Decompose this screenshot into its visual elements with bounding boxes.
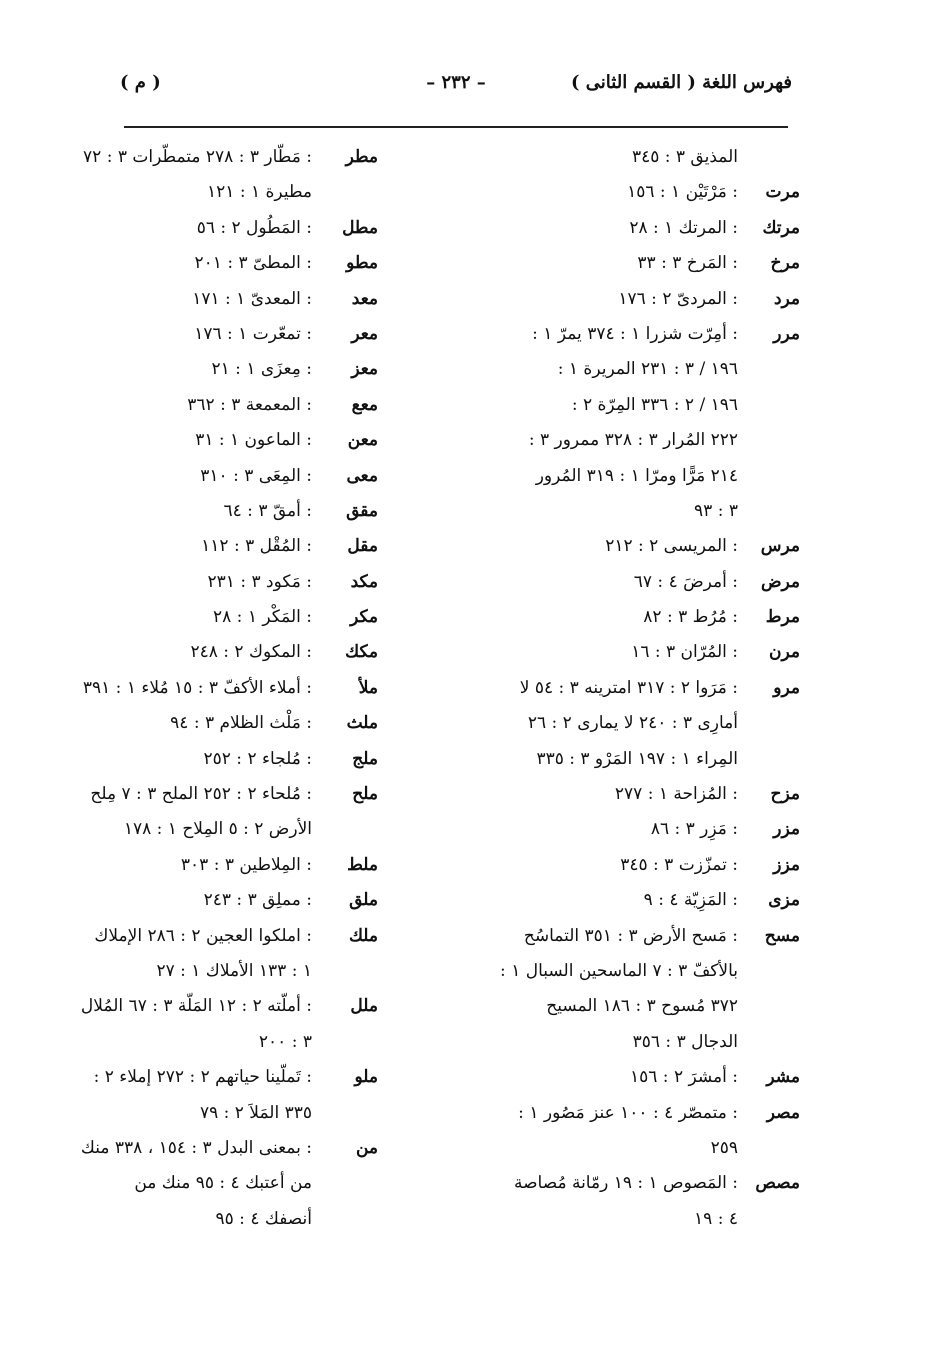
entry-root: مكك	[345, 642, 378, 663]
index-entry	[128, 1025, 378, 1060]
entry-text: المِراء ١ : ١٩٧ المَرْو ٣ : ٣٣٥	[536, 748, 738, 769]
entry-text: : أمِرّت شزرا ١ : ٣٧٤ يمرّ ١ :	[532, 323, 738, 344]
entry-text: ٢٢٢ المُرار ٣ : ٣٢٨ ممرور ٣ :	[528, 430, 738, 451]
index-entry	[500, 954, 800, 989]
entry-text: : المكوك ٢ : ٢٤٨	[190, 642, 312, 663]
entry-text: : أمرضَ ٤ : ٦٧	[633, 571, 738, 592]
entry-text: : المَرخ ٣ : ٣٣	[637, 253, 738, 274]
index-entry	[500, 211, 800, 246]
index-entry	[500, 1060, 800, 1095]
entry-root: مرط	[765, 607, 800, 628]
entry-text: : أملاء الأكفّ ٣ : ١٥ مُلاء ١ : ٣٩١	[82, 677, 312, 698]
entry-root: ملل	[350, 996, 378, 1017]
entry-root: مقق	[346, 500, 378, 521]
index-entry	[128, 565, 378, 600]
entry-root: ملأ	[358, 677, 378, 698]
entry-text: من أعتبك ٤ : ٩٥ منك من	[134, 1173, 312, 1194]
index-entry	[128, 459, 378, 494]
entry-text: : المرتك ١ : ٢٨	[629, 217, 738, 238]
entry-root: مطل	[342, 217, 378, 238]
index-entry	[500, 1096, 800, 1131]
entry-root: مرض	[760, 571, 800, 592]
entry-text: : املكوا العجين ٢ : ٢٨٦ الإملاك	[94, 925, 312, 946]
index-entry	[500, 919, 800, 954]
entry-root: من	[355, 1137, 378, 1158]
index-entry	[500, 1202, 800, 1237]
entry-text: ٢٥٩	[710, 1137, 738, 1158]
page-header	[120, 72, 792, 108]
index-entry	[123, 812, 378, 847]
entry-root: معى	[346, 465, 378, 486]
index-entry	[128, 600, 378, 635]
entry-root: مطو	[346, 253, 378, 274]
index-entry	[80, 989, 378, 1024]
entry-text: : مَلْث الظلام ٣ : ٩٤	[170, 713, 312, 734]
entry-text: ١٩٦ / ٣ : ٢٣١ المريرة ١ :	[557, 359, 738, 380]
index-entry	[500, 494, 800, 529]
entry-root: مزز	[773, 854, 800, 875]
index-entry	[500, 388, 800, 423]
index-entry	[500, 1025, 800, 1060]
entry-text: : المريسى ٢ : ٢١٢	[605, 536, 738, 557]
index-entry	[500, 777, 800, 812]
index-entry	[128, 388, 378, 423]
entry-text: : المُزاحة ١ : ٢٧٧	[614, 784, 738, 805]
entry-text: : المَطُول ٢ : ٥٦	[196, 217, 312, 238]
entry-text: : الماعون ١ : ٣١	[195, 430, 312, 451]
entry-root: معد	[351, 288, 378, 309]
entry-text: : المطىّ ٣ : ٢٠١	[194, 253, 312, 274]
index-entry	[128, 494, 378, 529]
index-entry	[500, 742, 800, 777]
index-entry	[94, 919, 378, 954]
index-entry	[128, 635, 378, 670]
index-entry	[500, 423, 800, 458]
index-column-right	[500, 140, 800, 1237]
index-entry	[128, 246, 378, 281]
index-entry	[500, 175, 800, 210]
index-entry	[500, 529, 800, 564]
index-entry	[500, 352, 800, 387]
index-entry	[128, 1202, 378, 1237]
entry-root: معع	[351, 394, 378, 415]
entry-text: : المردىّ ٢ : ١٧٦	[618, 288, 738, 309]
entry-root: مرر	[773, 323, 800, 344]
index-entry	[128, 883, 378, 918]
entry-root: ملث	[346, 713, 378, 734]
index-entry	[128, 529, 378, 564]
entry-text: : متمصّر ٤ : ١٠٠ عنز مَصُور ١ :	[518, 1102, 738, 1123]
index-entry	[500, 1131, 800, 1166]
index-entry	[128, 282, 378, 317]
entry-root: مرت	[765, 182, 800, 203]
entry-text: مطيرة ١ : ١٢١	[207, 182, 312, 203]
entry-text: : مَرَوا ٢ : ٣١٧ امترينه ٣ : ٥٤ لا	[519, 677, 738, 698]
entry-text: بالأكفّ ٣ : ٧ الماسحين السبال ١ :	[500, 960, 738, 981]
header-rule	[124, 126, 788, 128]
index-entry	[128, 423, 378, 458]
entry-text: : مملِق ٣ : ٢٤٣	[203, 890, 312, 911]
entry-root: ملج	[352, 748, 378, 769]
index-entry	[500, 317, 800, 352]
entry-text: ١ : ١٣٣ الأملاك ١ : ٢٧	[156, 960, 312, 981]
entry-root: مكد	[350, 571, 378, 592]
entry-text: : المِلاطين ٣ : ٣٠٣	[180, 854, 312, 875]
entry-text: : أملّته ٢ : ١٢ المَلّة ٣ : ٦٧ المُلال	[80, 996, 312, 1017]
entry-text: : المُقْل ٣ : ١١٢	[201, 536, 312, 557]
entry-text: ١٩٦ / ٢ : ٣٣٦ المِرّة ٢ :	[571, 394, 738, 415]
entry-root: مزر	[773, 819, 800, 840]
entry-root: مكر	[350, 607, 378, 628]
entry-root: مرن	[769, 642, 800, 663]
entry-text: : مِعزَى ١ : ٢١	[211, 359, 312, 380]
entry-text: : مَزِر ٣ : ٨٦	[650, 819, 738, 840]
index-entry	[500, 600, 800, 635]
entry-text: ٣٣٥ المَلاَ ٢ : ٧٩	[199, 1102, 312, 1123]
index-entry	[500, 1166, 800, 1201]
entry-text: أنصفك ٤ : ٩٥	[215, 1208, 312, 1229]
index-entry	[500, 812, 800, 847]
page-number: – ٢٣٢ –	[426, 72, 486, 93]
entry-text: : مَكود ٣ : ٢٣١	[207, 571, 312, 592]
index-entry	[128, 352, 378, 387]
entry-text: : مُلجاء ٢ : ٢٥٢	[203, 748, 312, 769]
entry-text: أمارِى ٣ : ٢٤٠ لا يمارى ٢ : ٢٦	[527, 713, 738, 734]
entry-root: ملط	[347, 854, 378, 875]
entry-text: : مَسح الأرض ٣ : ٣٥١ التماسُح	[523, 925, 738, 946]
entry-root: معن	[347, 430, 378, 451]
index-entry	[80, 1131, 378, 1166]
index-entry	[128, 706, 378, 741]
entry-root: مشر	[766, 1067, 800, 1088]
entry-text: ٣ : ٢٠٠	[258, 1031, 312, 1052]
index-entry	[128, 175, 378, 210]
entry-text: ٣ : ٩٣	[694, 500, 738, 521]
entry-root: مرو	[773, 677, 800, 698]
entry-root: ملك	[348, 925, 378, 946]
entry-root: ملق	[349, 890, 378, 911]
entry-text: : مَطّار ٣ : ٢٧٨ متمطّرات ٣ : ٧٢	[83, 147, 312, 167]
entry-text: : المعمعة ٣ : ٣٦٢	[187, 394, 312, 415]
entry-text: : تمعّرت ١ : ١٧٦	[194, 323, 312, 344]
index-entry	[500, 706, 800, 741]
page-header-title: فهرس اللغة ( القسم الثانى )	[571, 72, 792, 93]
index-entry	[128, 742, 378, 777]
entry-text: ٤ : ١٩	[694, 1208, 738, 1229]
index-entry	[128, 1096, 378, 1131]
index-entry	[500, 459, 800, 494]
entry-text: : بمعنى البدل ٣ : ١٥٤ ، ٣٣٨ منك	[80, 1137, 312, 1158]
entry-root: ملح	[352, 784, 378, 805]
entry-text: : مَرْتَيْن ١ : ١٥٦	[627, 182, 738, 203]
entry-root: مطر	[345, 147, 378, 167]
entry-root: مزح	[770, 784, 800, 805]
entry-text: : المُرّان ٣ : ١٦	[631, 642, 738, 663]
index-entry	[83, 140, 378, 175]
entry-text: المذيق ٣ : ٣٤٥	[631, 147, 738, 167]
entry-root: مزى	[768, 890, 800, 911]
entry-text: : المَكْر ١ : ٢٨	[213, 607, 312, 628]
entry-text: : المَصوص ١ : ١٩ رمّانة مُصاصة	[513, 1173, 738, 1194]
index-entry	[128, 954, 378, 989]
entry-text: : أمشرَ ٢ : ١٥٦	[629, 1067, 738, 1088]
index-entry	[500, 848, 800, 883]
entry-text: : المَزِيّة ٤ : ٩	[643, 890, 738, 911]
entry-text: الأرض ٢ : ٥ المِلاح ١ : ١٧٨	[123, 819, 312, 840]
index-entry	[500, 140, 800, 175]
entry-root: معز	[351, 359, 378, 380]
entry-text: : المعدىّ ١ : ١٧١	[192, 288, 312, 309]
index-entry	[82, 671, 378, 706]
index-entry	[90, 777, 378, 812]
entry-root: مسح	[764, 925, 800, 946]
entry-text: ٣٧٢ مُسوح ٣ : ١٨٦ المسيح	[546, 996, 738, 1017]
index-entry	[128, 211, 378, 246]
entry-text: : المِعَى ٣ : ٣١٠	[200, 465, 312, 486]
index-entry	[128, 317, 378, 352]
entry-root: مرد	[773, 288, 800, 309]
index-entry	[93, 1060, 378, 1095]
index-entry	[128, 1166, 378, 1201]
entry-root: مصص	[755, 1173, 800, 1194]
entry-text: ٢١٤ مَرًّا ومرّا ١ : ٣١٩ المُرور	[535, 465, 738, 486]
entry-text: الدجال ٣ : ٣٥٦	[632, 1031, 738, 1052]
index-entry	[500, 635, 800, 670]
entry-text: : تَملّينا حياتهم ٢ : ٢٧٢ إملاء ٢ :	[93, 1067, 312, 1088]
entry-root: مصر	[766, 1102, 800, 1123]
index-entry	[500, 883, 800, 918]
index-entry	[500, 671, 800, 706]
entry-text: : تمزّزت ٣ : ٣٤٥	[620, 854, 738, 875]
entry-root: مرتك	[762, 217, 800, 238]
entry-root: ملو	[354, 1067, 378, 1088]
entry-root: مرس	[760, 536, 800, 557]
index-column-left	[80, 140, 378, 1237]
entry-text: : أمقّ ٣ : ٦٤	[223, 500, 312, 521]
index-entry	[500, 282, 800, 317]
entry-root: معر	[351, 323, 378, 344]
entry-root: مقل	[347, 536, 378, 557]
entry-text: : مُلحاء ٢ : ٢٥٢ الملح ٣ : ٧ مِلح	[90, 784, 312, 805]
index-entry	[500, 989, 800, 1024]
entry-root: مرخ	[770, 253, 800, 274]
index-entry	[500, 246, 800, 281]
index-entry	[128, 848, 378, 883]
signature-mark: ( م )	[120, 72, 161, 93]
entry-text: : مُرُط ٣ : ٨٢	[643, 607, 738, 628]
index-entry	[500, 565, 800, 600]
